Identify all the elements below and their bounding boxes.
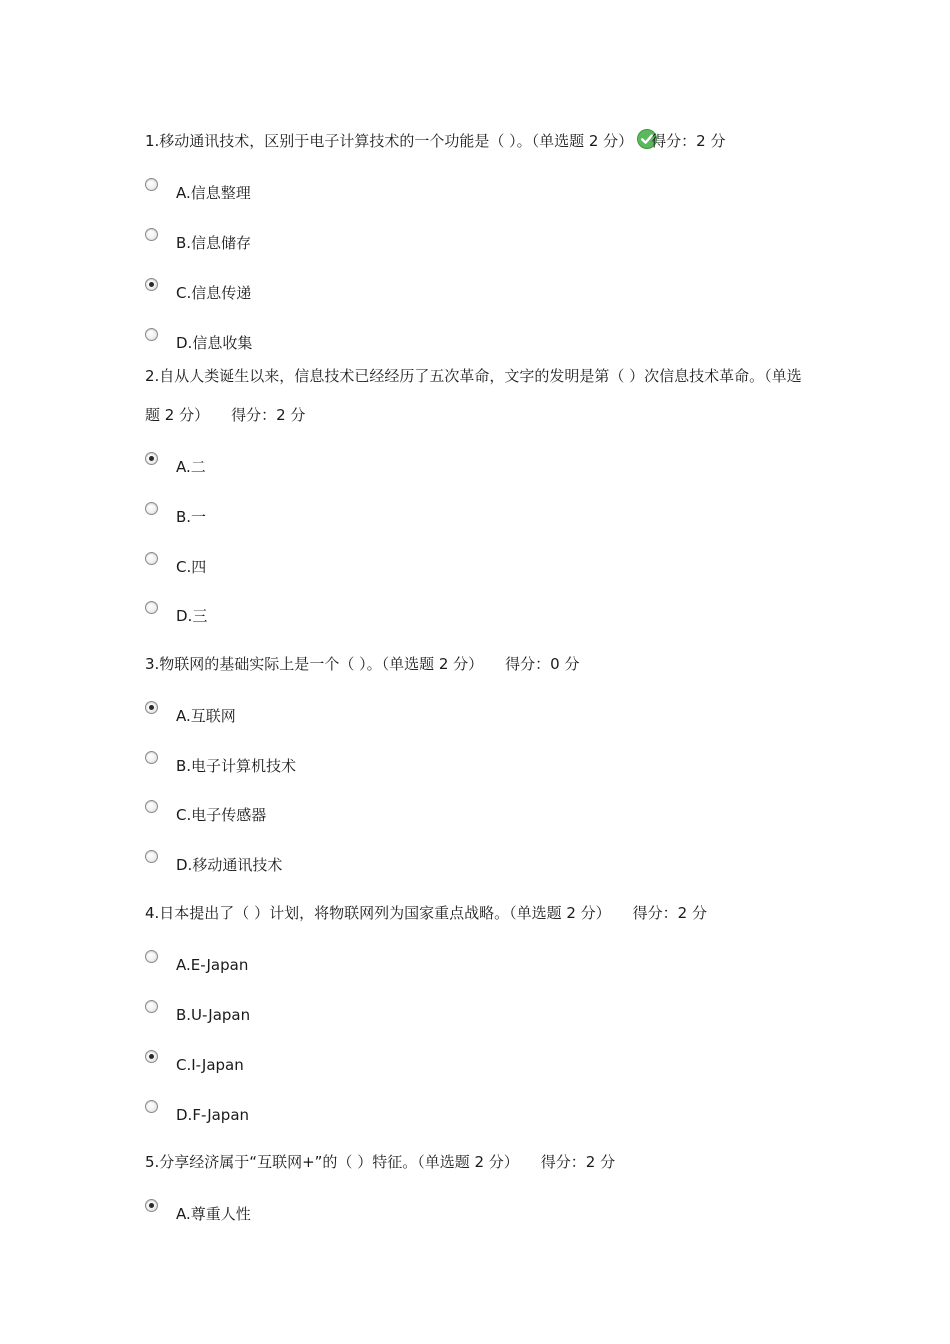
question-text: 1.移动通讯技术，区别于电子计算技术的一个功能是（ ）。（单选题 2 分）: [145, 132, 634, 150]
option-label: D.三: [176, 607, 208, 625]
option-label: A.互联网: [176, 707, 236, 725]
radio-button[interactable]: [145, 601, 158, 614]
option-label: C.四: [176, 558, 207, 576]
radio-button[interactable]: [145, 1100, 158, 1113]
radio-button[interactable]: [145, 328, 158, 341]
radio-button[interactable]: [145, 502, 158, 515]
radio-button[interactable]: [145, 1000, 158, 1013]
option-label: A.尊重人性: [176, 1205, 251, 1223]
option-label: C.信息传递: [176, 284, 252, 302]
radio-button[interactable]: [145, 751, 158, 764]
radio-button[interactable]: [145, 552, 158, 565]
question-1: [145, 122, 815, 161]
question-5: [145, 1143, 815, 1182]
question-score: 得分：2 分: [632, 904, 707, 922]
question-text: 5.分享经济属于“互联网+”的（ ）特征。（单选题 2 分）: [145, 1153, 519, 1171]
question-4: [145, 894, 815, 933]
radio-button[interactable]: [145, 950, 158, 963]
option-label: B.一: [176, 508, 207, 526]
radio-button[interactable]: [145, 228, 158, 241]
radio-button-selected[interactable]: [145, 1050, 158, 1063]
question-score: 得分：2 分: [540, 1153, 616, 1171]
question-score: 得分：0 分: [505, 655, 580, 673]
question-text: 4.日本提出了（ ）计划，将物联网列为国家重点战略。（单选题 2 分）: [145, 904, 611, 922]
option-label: C.I-Japan: [176, 1056, 244, 1074]
option-label: A.二: [176, 458, 206, 476]
question-2: [145, 357, 815, 435]
radio-button-selected[interactable]: [145, 452, 158, 465]
option-label: A.E-Japan: [176, 956, 249, 974]
option-label: D.移动通讯技术: [176, 856, 283, 874]
radio-button-selected[interactable]: [145, 1199, 158, 1212]
question-text: 3.物联网的基础实际上是一个（ ）。（单选题 2 分）: [145, 655, 484, 673]
option-label: D.F-Japan: [176, 1106, 250, 1124]
radio-button-selected[interactable]: [145, 701, 158, 714]
option-label: B.电子计算机技术: [176, 757, 297, 775]
option-label: B.信息储存: [176, 234, 252, 252]
radio-button[interactable]: [145, 800, 158, 813]
option-label: B.U-Japan: [176, 1006, 251, 1024]
question-score: 得分：2 分: [231, 406, 306, 424]
question-text: 2.自从人类诞生以来，信息技术已经经历了五次革命，文字的发明是第（ ）次信息技术革命。（单选题 2 分）: [145, 367, 802, 424]
option-label: D.信息收集: [176, 334, 253, 352]
radio-button-selected[interactable]: [145, 278, 158, 291]
question-score: 得分：2 分: [651, 132, 726, 150]
option-label: C.电子传感器: [176, 806, 267, 824]
option-label: A.信息整理: [176, 184, 251, 202]
radio-button[interactable]: [145, 178, 158, 191]
radio-button[interactable]: [145, 850, 158, 863]
question-3: [145, 645, 815, 684]
